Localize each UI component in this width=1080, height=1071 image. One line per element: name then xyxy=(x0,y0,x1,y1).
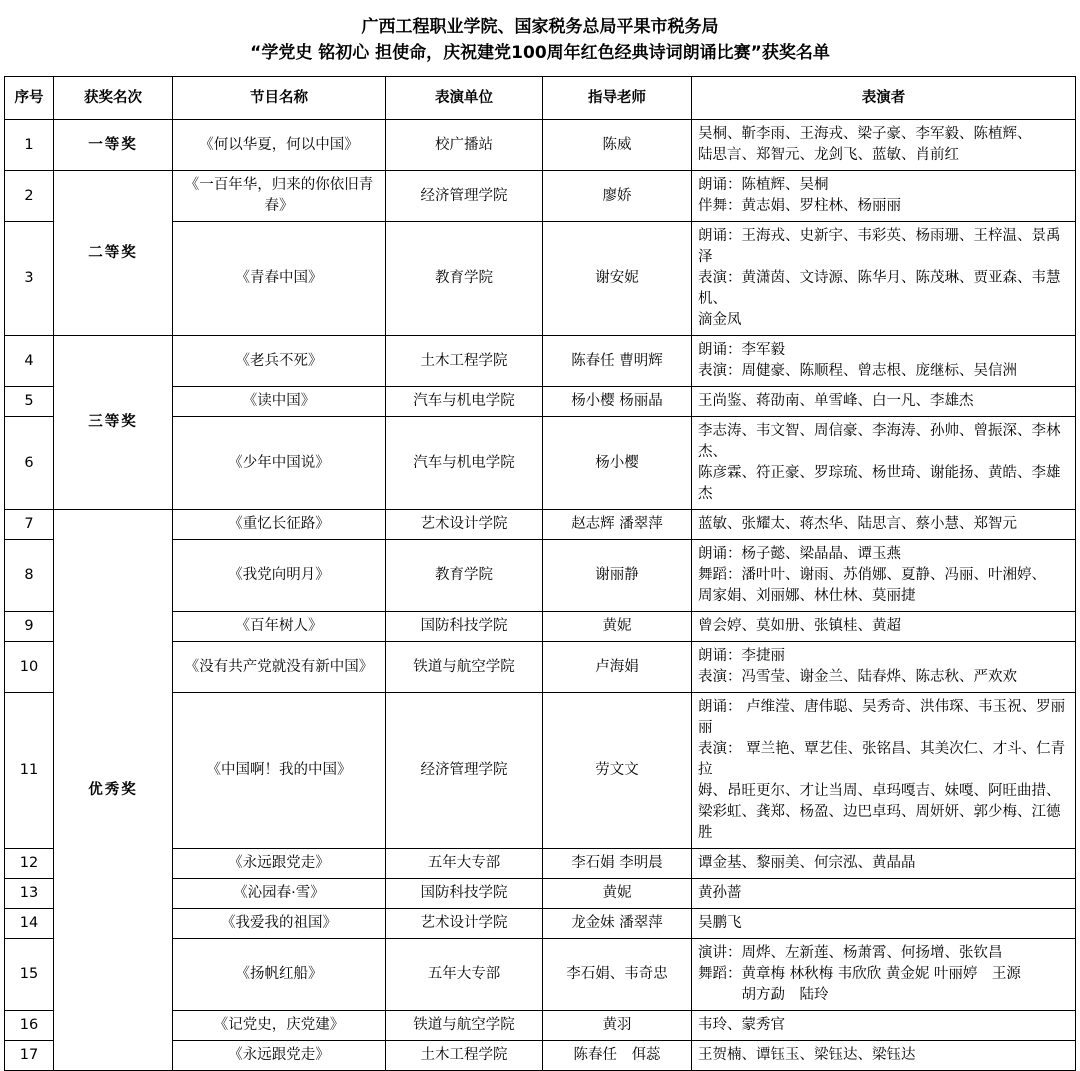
cell-performers xyxy=(692,336,1076,387)
cell-performers xyxy=(692,939,1076,1011)
cell-teacher: 黄妮 xyxy=(543,879,692,909)
performer-line: 表演：冯雪莹、谢金兰、陆春烨、陈志秋、严欢欢 xyxy=(698,669,1017,685)
cell-no: 16 xyxy=(5,1011,54,1041)
performer-line: 演讲：周烨、左新莲、杨萧霄、何扬增、张钦昌 xyxy=(698,945,1003,961)
cell-rank: 一等奖 xyxy=(54,120,173,171)
cell-performers xyxy=(692,171,1076,222)
performer-line: 曾会婷、莫如册、张镇桂、黄超 xyxy=(698,618,901,634)
cell-unit: 五年大专部 xyxy=(386,849,543,879)
performer-line: 王贺楠、谭钰玉、梁钰达、梁钰达 xyxy=(698,1047,916,1063)
cell-no: 12 xyxy=(5,849,54,879)
cell-unit: 校广播站 xyxy=(386,120,543,171)
column-header-rank: 获奖名次 xyxy=(54,77,173,120)
cell-no: 2 xyxy=(5,171,54,222)
performer-line: 陈彦霖、符正豪、罗琮琉、杨世琦、谢能扬、黄皓、李雄杰 xyxy=(698,465,1061,502)
cell-program: 《扬帆红船》 xyxy=(173,939,386,1011)
cell-teacher: 劳文文 xyxy=(543,693,692,849)
cell-program: 《记党史，庆党建》 xyxy=(173,1011,386,1041)
cell-performers xyxy=(692,510,1076,540)
cell-program: 《青春中国》 xyxy=(173,222,386,336)
table-row xyxy=(5,171,1076,222)
performer-line: 表演： 覃兰艳、覃艺佳、张铭昌、其美次仁、才斗、仁青拉 xyxy=(698,741,1066,778)
performer-line: 朗诵：杨子懿、梁晶晶、谭玉燕 xyxy=(698,546,901,562)
table-header xyxy=(5,77,1076,120)
cell-rank: 二等奖 xyxy=(54,171,173,336)
cell-unit: 国防科技学院 xyxy=(386,612,543,642)
table-row xyxy=(5,120,1076,171)
title-line-2: “学党史 铭初心 担使命，庆祝建党100周年红色经典诗词朗诵比赛”获奖名单 xyxy=(250,43,830,63)
cell-teacher: 黄妮 xyxy=(543,612,692,642)
cell-unit: 铁道与航空学院 xyxy=(386,642,543,693)
cell-program: 《我爱我的祖国》 xyxy=(173,909,386,939)
cell-performers xyxy=(692,909,1076,939)
cell-performers xyxy=(692,417,1076,510)
cell-performers xyxy=(692,1011,1076,1041)
cell-no: 11 xyxy=(5,693,54,849)
performer-line: 韦玲、蒙秀官 xyxy=(698,1017,785,1033)
cell-unit: 教育学院 xyxy=(386,222,543,336)
cell-program: 《永远跟党走》 xyxy=(173,849,386,879)
cell-program: 《重忆长征路》 xyxy=(173,510,386,540)
column-header-unit: 表演单位 xyxy=(386,77,543,120)
cell-unit: 铁道与航空学院 xyxy=(386,1011,543,1041)
performer-line: 朗诵：李捷丽 xyxy=(698,648,785,664)
performer-line: 伴舞：黄志娟、罗柱林、杨丽丽 xyxy=(698,198,901,214)
performer-line: 滴金凤 xyxy=(698,312,742,328)
cell-performers xyxy=(692,693,1076,849)
column-header-teacher: 指导老师 xyxy=(543,77,692,120)
cell-unit: 土木工程学院 xyxy=(386,336,543,387)
performer-line: 朗诵： 卢维滢、唐伟聪、吴秀奇、洪伟琛、韦玉祝、罗丽丽 xyxy=(698,699,1066,736)
performer-line: 李志涛、韦文智、周信豪、李海涛、孙帅、曾振深、李林杰、 xyxy=(698,423,1061,460)
cell-rank: 优秀奖 xyxy=(54,510,173,1071)
cell-teacher: 谢安妮 xyxy=(543,222,692,336)
performer-line: 舞蹈：黄章梅 林秋梅 韦欣欣 黄金妮 叶丽婷 王源 xyxy=(698,966,1021,982)
cell-no: 15 xyxy=(5,939,54,1011)
cell-teacher: 龙金妹 潘翠萍 xyxy=(543,909,692,939)
cell-program: 《百年树人》 xyxy=(173,612,386,642)
cell-teacher: 李石娟、韦奇忠 xyxy=(543,939,692,1011)
performer-line: 胡方勐 陆玲 xyxy=(698,987,829,1003)
cell-no: 13 xyxy=(5,879,54,909)
table-header-row xyxy=(5,77,1076,120)
cell-unit: 经济管理学院 xyxy=(386,693,543,849)
cell-teacher: 杨小樱 杨丽晶 xyxy=(543,387,692,417)
cell-performers xyxy=(692,849,1076,879)
cell-teacher: 李石娟 李明晨 xyxy=(543,849,692,879)
performer-line: 周家娟、刘丽娜、林仕林、莫丽捷 xyxy=(698,588,916,604)
cell-performers xyxy=(692,1041,1076,1071)
column-header-no: 序号 xyxy=(5,77,54,120)
cell-unit: 艺术设计学院 xyxy=(386,510,543,540)
performer-line: 蓝敏、张耀太、蒋杰华、陆思言、蔡小慧、郑智元 xyxy=(698,516,1017,532)
cell-performers xyxy=(692,612,1076,642)
cell-teacher: 陈威 xyxy=(543,120,692,171)
performer-line: 谭金基、黎丽美、何宗泓、黄晶晶 xyxy=(698,855,916,871)
performer-line: 黄孙蔷 xyxy=(698,885,742,901)
cell-performers xyxy=(692,540,1076,612)
cell-program: 《一百年华，归来的你依旧青春》 xyxy=(173,171,386,222)
cell-program: 《我党向明月》 xyxy=(173,540,386,612)
performer-line: 梁彩虹、龚郑、杨盈、边巴卓玛、周妍妍、郭少梅、江德胜 xyxy=(698,804,1061,841)
cell-no: 8 xyxy=(5,540,54,612)
cell-unit: 艺术设计学院 xyxy=(386,909,543,939)
cell-performers xyxy=(692,120,1076,171)
cell-program: 《永远跟党走》 xyxy=(173,1041,386,1071)
performer-line: 表演：周健豪、陈顺程、曾志根、庞继标、吴信洲 xyxy=(698,363,1017,379)
performer-line: 姆、昂旺更尔、才让当周、卓玛嘎吉、妹嘎、阿旺曲措、 xyxy=(698,783,1061,799)
cell-rank: 三等奖 xyxy=(54,336,173,510)
table-row xyxy=(5,510,1076,540)
cell-unit: 汽车与机电学院 xyxy=(386,417,543,510)
cell-program: 《少年中国说》 xyxy=(173,417,386,510)
performer-line: 王尚鉴、蒋劭南、单雪峰、白一凡、李雄杰 xyxy=(698,393,974,409)
cell-performers xyxy=(692,642,1076,693)
table-body xyxy=(5,120,1076,1071)
performer-line: 陆思言、郑智元、龙剑飞、蓝敏、肖前红 xyxy=(698,147,959,163)
cell-no: 1 xyxy=(5,120,54,171)
cell-unit: 土木工程学院 xyxy=(386,1041,543,1071)
performer-line: 朗诵：陈植辉、吴桐 xyxy=(698,177,829,193)
column-header-performers: 表演者 xyxy=(692,77,1076,120)
page-title xyxy=(4,10,1076,76)
performer-line: 朗诵：王海戎、史新宇、韦彩英、杨雨珊、王梓温、景禹泽 xyxy=(698,228,1061,265)
performer-line: 表演：黄潇茵、文诗源、陈华月、陈茂琳、贾亚森、韦慧机、 xyxy=(698,270,1061,307)
cell-unit: 汽车与机电学院 xyxy=(386,387,543,417)
cell-program: 《没有共产党就没有新中国》 xyxy=(173,642,386,693)
cell-program: 《沁园春·雪》 xyxy=(173,879,386,909)
cell-performers xyxy=(692,879,1076,909)
cell-no: 5 xyxy=(5,387,54,417)
cell-no: 3 xyxy=(5,222,54,336)
cell-no: 17 xyxy=(5,1041,54,1071)
cell-teacher: 廖娇 xyxy=(543,171,692,222)
performer-line: 朗诵：李军毅 xyxy=(698,342,785,358)
cell-program: 《中国啊！我的中国》 xyxy=(173,693,386,849)
cell-performers xyxy=(692,387,1076,417)
cell-teacher: 杨小樱 xyxy=(543,417,692,510)
cell-unit: 教育学院 xyxy=(386,540,543,612)
performer-line: 吴鹏飞 xyxy=(698,915,742,931)
cell-no: 9 xyxy=(5,612,54,642)
cell-no: 4 xyxy=(5,336,54,387)
performer-line: 舞蹈：潘叶叶、谢雨、苏俏娜、夏静、冯丽、叶湘婷、 xyxy=(698,567,1046,583)
performer-line: 吴桐、靳李雨、王海戎、梁子豪、李军毅、陈植辉、 xyxy=(698,126,1032,142)
column-header-program: 节目名称 xyxy=(173,77,386,120)
cell-unit: 经济管理学院 xyxy=(386,171,543,222)
cell-unit: 五年大专部 xyxy=(386,939,543,1011)
award-list-table xyxy=(4,76,1076,1071)
cell-teacher: 黄羽 xyxy=(543,1011,692,1041)
cell-performers xyxy=(692,222,1076,336)
cell-no: 6 xyxy=(5,417,54,510)
title-line-1: 广西工程职业学院、国家税务总局平果市税务局 xyxy=(361,17,719,37)
cell-program: 《老兵不死》 xyxy=(173,336,386,387)
cell-no: 10 xyxy=(5,642,54,693)
cell-teacher: 谢丽静 xyxy=(543,540,692,612)
cell-teacher: 卢海娟 xyxy=(543,642,692,693)
cell-teacher: 陈春任 曹明辉 xyxy=(543,336,692,387)
cell-unit: 国防科技学院 xyxy=(386,879,543,909)
cell-no: 14 xyxy=(5,909,54,939)
cell-no: 7 xyxy=(5,510,54,540)
table-row xyxy=(5,336,1076,387)
cell-teacher: 赵志辉 潘翠萍 xyxy=(543,510,692,540)
cell-program: 《读中国》 xyxy=(173,387,386,417)
cell-program: 《何以华夏，何以中国》 xyxy=(173,120,386,171)
cell-teacher: 陈春任 佴蕊 xyxy=(543,1041,692,1071)
